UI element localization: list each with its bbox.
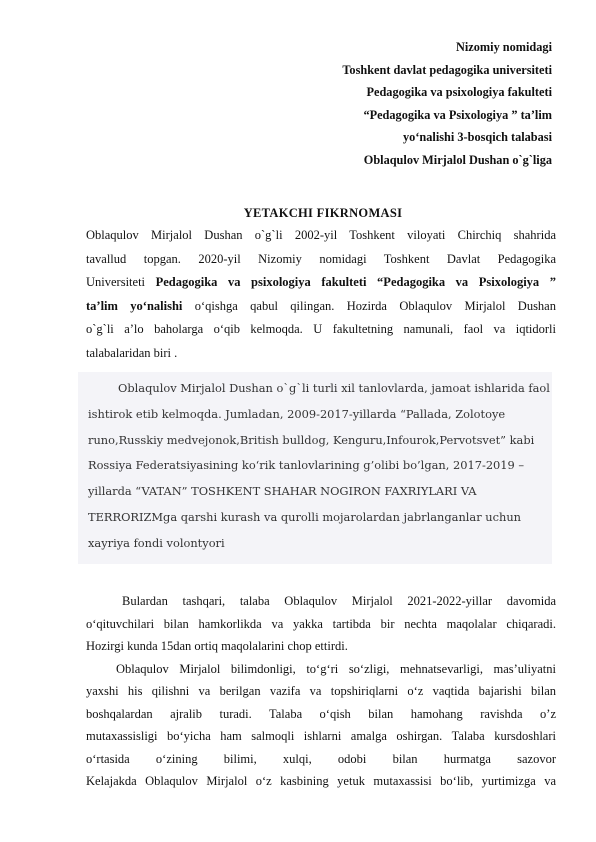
addressee-line: Pedagogika va psixologiya fakulteti [366,85,552,99]
text-line: runo,Russkiy medvejonok,British bulldog, Kenguru,Infourok,Pervotsvet” kabi [88,432,535,447]
text-span: o‘qishga qabul qilingan. Hozirda Oblaqulov Mirjalol Dushan [182,298,556,313]
text-line: TERRORIZMga qarshi kurash va qurolli mojarolardan jabrlanganlar uchun [88,509,522,524]
text-line [86,271,556,295]
addressee-line: Toshkent davlat pedagogika universiteti [342,62,552,77]
text-span: Universiteti [86,275,156,289]
text-line: o‘rtasida o‘zining bilimi, xulqi, odobi bilan hurmatga sazovor [86,751,556,766]
text-line: xayriya fondi volontyori [88,535,225,550]
text-line: yaxshi his qilishni va berilgan vazifa va topshiriqlarni o‘z vaqtida bajarishi bilan [86,684,556,698]
document-title: YETAKCHI FIKRNOMASI [243,206,403,220]
text-line: yillarda “VATAN” TOSHKENT SHAHAR NOGIRON FAXRIYLARI VA [88,484,477,499]
paragraph-achievements [86,590,556,793]
bold-text: Pedagogika va psixologiya fakulteti “Pedagogika va Psixologiya ” [155,275,556,289]
text-line: tavallud topgan. 2020-yil Nizomiy nomidagi Toshkent Davlat Pedagogika [86,251,556,266]
text-line: Kelajakda Oblaqulov Mirjalol o‘z kasbining yetuk mutaxassisi bo‘lib, yurtimizga va [86,774,556,788]
addressee-line: Oblaqulov Mirjalol Dushan o`g`liga [363,152,552,167]
text-line: mutaxassisligi bo‘yicha ham salmoqli ishlarni amalga oshirgan. Talaba kursdoshlari [86,729,556,743]
text-line: o`g`li a’lo baholarga o‘qib kelmoqda. U fakultetning namunali, faol va iqtidorli [86,322,556,336]
text-line: o‘qituvchilari bilan hamkorlikda va yakka tartibda bir nechta maqolalar chiqaradi. [86,616,556,631]
text-span: Oblaqulov Mirjalol Dushan o`g`li turli xil tanlovlarda, jamoat ishlarida faol [118,381,550,395]
text-span: Oblaqulov Mirjalol bilimdonligi, to‘g‘ri so‘zligi, mehnatsevarligi, mas’uliyatni [116,661,556,676]
text-span: Bulardan tashqari, talaba Oblaqulov Mirjalol 2021-2022-yillar davomida [122,594,556,608]
addressee-line: yo‘nalishi 3-bosqich talabasi [403,130,552,144]
text-line [86,658,556,681]
addressee-block [342,36,552,171]
text-line [86,590,556,613]
text-line [88,376,548,402]
text-line: Rossiya Federatsiyasining ko‘rik tanlovlarining g’olibi bo’lgan, 2017-2019 – [88,458,525,473]
text-line: talabalaridan biri . [86,345,178,360]
paragraph-intro [86,224,556,365]
bold-text: ta’lim yo‘nalishi [86,298,183,313]
addressee-line: Nizomiy nomidagi [456,40,552,54]
text-line: boshqalardan ajralib turadi. Talaba o‘qish bilan hamohang ravishda o’z [86,706,556,721]
text-line: ishtirok etib kelmoqda. Jumladan, 2009-2017-yillarda “Pallada, Zolotoye [88,406,506,421]
text-line [86,295,556,319]
paragraph-activities [88,376,548,557]
text-line: Hozirgi kunda 15dan ortiq maqolalarini chop ettirdi. [86,639,348,653]
text-line: Oblaqulov Mirjalol Dushan o`g`li 2002-yil Toshkent viloyati Chirchiq shahrida [86,228,556,242]
addressee-line: “Pedagogika va Psixologiya ” ta’lim [363,107,552,122]
